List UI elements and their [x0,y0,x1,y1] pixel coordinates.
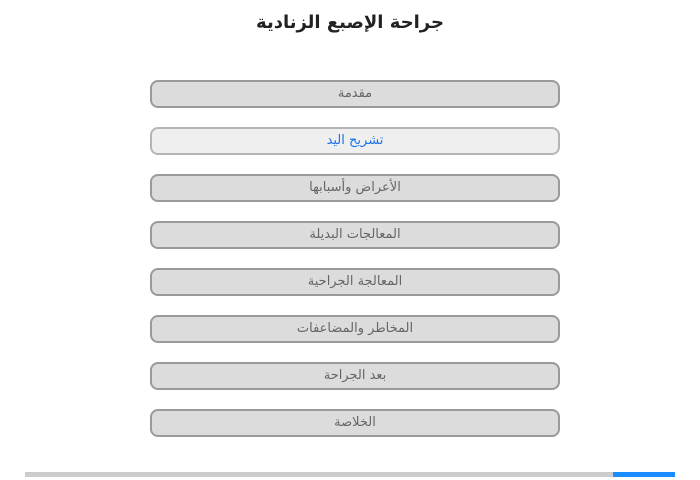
menu-item-after-surgery[interactable]: بعد الجراحة [150,362,560,390]
progress-bar [25,472,675,477]
page-title: جراحة الإصبع الزنادية [256,12,444,33]
chapter-menu [150,80,560,456]
menu-item-hand-anatomy[interactable]: تشريح اليد [150,127,560,155]
menu-item-symptoms-causes[interactable]: الأعراض وأسبابها [150,174,560,202]
menu-item-alternative-treatments[interactable]: المعالجات البديلة [150,221,560,249]
menu-item-risks-complications[interactable]: المخاطر والمضاعفات [150,315,560,343]
menu-item-surgical-treatment[interactable]: المعالجة الجراحية [150,268,560,296]
menu-item-introduction[interactable]: مقدمة [150,80,560,108]
menu-item-summary[interactable]: الخلاصة [150,409,560,437]
progress-bar-fill [613,472,675,477]
